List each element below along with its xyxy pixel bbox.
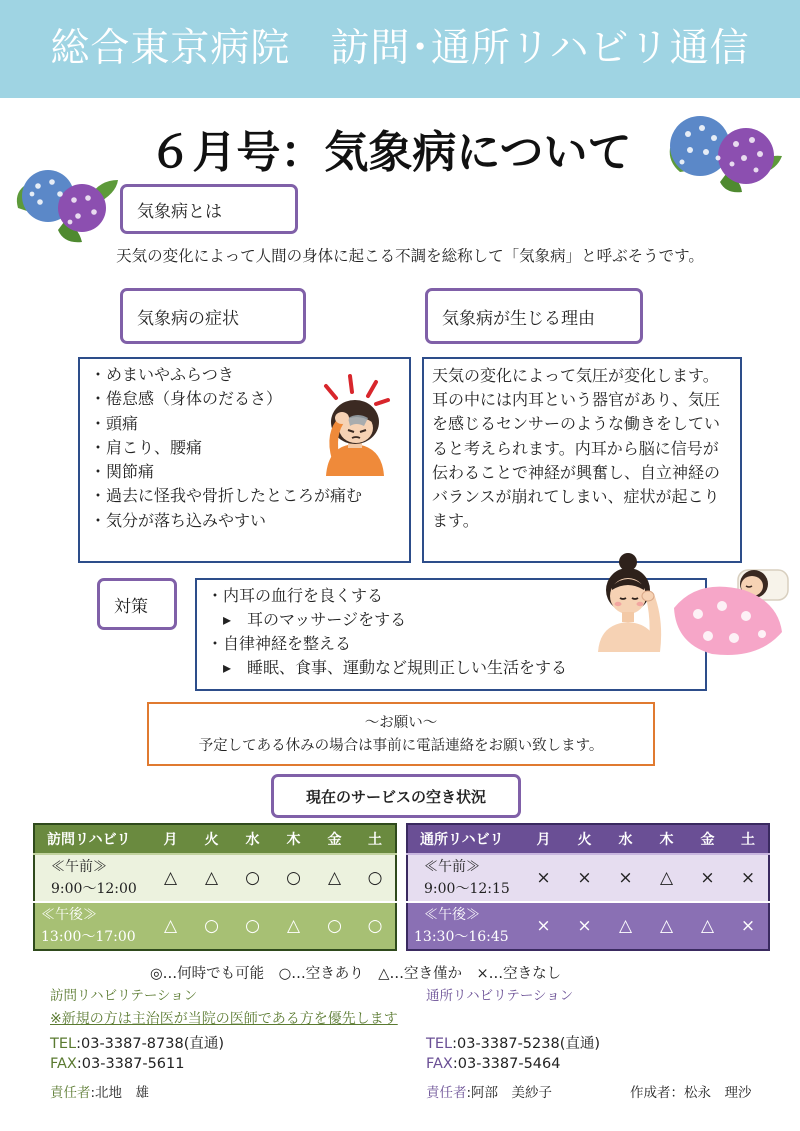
- houmon-availability-table: [33, 823, 397, 951]
- notice-title: ～お願い～: [364, 715, 438, 731]
- time-slot: [34, 902, 150, 950]
- tel-label: TEL: [426, 1036, 453, 1052]
- headache-girl-illustration: [310, 372, 400, 476]
- fax-number: :03-3387-5464: [452, 1056, 561, 1072]
- day-header: 月: [150, 824, 191, 854]
- availability-cell: △: [273, 902, 314, 950]
- slot-time: 13:30～16:45: [414, 929, 509, 945]
- day-header: 水: [605, 824, 646, 854]
- tsusho-fax: [426, 1056, 560, 1072]
- availability-cell: ×: [728, 902, 769, 950]
- day-header: 月: [523, 824, 564, 854]
- service-name: 訪問リハビリ: [34, 824, 150, 854]
- day-header: 木: [273, 824, 314, 854]
- availability-cell: ○: [232, 854, 273, 902]
- tsusho-manager: [426, 1081, 552, 1101]
- day-header: 木: [646, 824, 687, 854]
- availability-cell: ○: [355, 854, 396, 902]
- service-name: 通所リハビリ: [407, 824, 523, 854]
- day-header: 金: [687, 824, 728, 854]
- day-header: 火: [191, 824, 232, 854]
- availability-cell: △: [150, 854, 191, 902]
- table-header-row: [407, 824, 769, 854]
- time-slot: [34, 854, 150, 902]
- manager-name: :北地 雄: [90, 1085, 150, 1101]
- slot-label: ≪午後≫: [424, 907, 480, 923]
- table-row: [407, 854, 769, 902]
- manager-label: 責任者: [50, 1085, 91, 1101]
- list-item: ・肩こり、腰痛: [90, 437, 203, 457]
- availability-cell: ×: [564, 902, 605, 950]
- availability-cell: △: [646, 902, 687, 950]
- list-item: ・めまいやふらつき: [90, 365, 234, 384]
- fax-number: :03-3387-5611: [76, 1056, 185, 1072]
- about-description: 天気の変化によって人間の身体に起こる不調を総称して「気象病」と呼ぶそうです。: [116, 247, 704, 265]
- slot-time: 9:00～12:00: [51, 881, 137, 897]
- tel-number: :03-3387-8738(直通): [76, 1036, 225, 1052]
- day-header: 土: [728, 824, 769, 854]
- availability-cell: ○: [355, 902, 396, 950]
- day-header: 金: [314, 824, 355, 854]
- reason-description: 天気の変化によって気圧が変化します。耳の中には内耳という器官があり、気圧を感じるセンサーのような働きをしていると考えられます。内耳から脳に信号が伝わることで神経が興奮し、自立神経のバランスが崩れてしまい、症状が起こります。: [432, 366, 721, 531]
- availability-cell: ○: [273, 854, 314, 902]
- list-item: ・過去に怪我や骨折したところが痛む: [90, 486, 363, 506]
- slot-label: ≪午後≫: [41, 907, 97, 923]
- author-credit: 作成者：松永 理沙: [630, 1085, 752, 1101]
- day-header: 水: [232, 824, 273, 854]
- availability-cell: ×: [564, 854, 605, 902]
- list-item: ・気分が落ち込みやすい: [90, 510, 267, 530]
- availability-cell: ○: [232, 902, 273, 950]
- availability-cell: △: [687, 902, 728, 950]
- availability-cell: ×: [687, 854, 728, 902]
- newsletter-title: 総合東京病院 訪問･通所リハビリ通信: [50, 26, 750, 71]
- houmon-fax: [50, 1056, 184, 1072]
- section-label-symptoms: 気象病の症状: [120, 288, 306, 344]
- availability-cell: ×: [523, 902, 564, 950]
- hydrangea-illustration: [12, 164, 122, 244]
- houmon-contact-title: 訪問リハビリテーション: [50, 988, 198, 1004]
- availability-cell: ×: [605, 854, 646, 902]
- section-label-availability: 現在のサービスの空き状況: [271, 774, 521, 818]
- houmon-priority-note: ※新規の方は主治医が当院の医師である方を優先します: [50, 1011, 398, 1027]
- availability-cell: △: [605, 902, 646, 950]
- slot-time: 9:00～12:15: [424, 881, 510, 897]
- sleeping-person-illustration: [668, 556, 792, 660]
- tsusho-tel: [426, 1032, 600, 1053]
- table-row: [34, 902, 396, 950]
- table-row: [407, 902, 769, 950]
- issue-title: ６月号：気象病について: [148, 127, 632, 178]
- list-item: ・自律神経を整える: [207, 634, 352, 653]
- hydrangea-illustration: [660, 112, 788, 196]
- availability-cell: △: [150, 902, 191, 950]
- houmon-manager: [50, 1081, 149, 1101]
- houmon-tel: [50, 1032, 224, 1053]
- list-item: ・内耳の血行を良くする: [207, 586, 384, 605]
- tsusho-contact-title: 通所リハビリテーション: [426, 988, 574, 1004]
- fax-label: FAX: [426, 1056, 453, 1072]
- section-label-measures: 対策: [97, 578, 177, 630]
- section-label-reason: 気象病が生じる理由: [425, 288, 643, 344]
- availability-cell: △: [646, 854, 687, 902]
- list-item: ・倦怠感（身体のだるさ）: [90, 389, 283, 409]
- section-label-about: 気象病とは: [120, 184, 298, 234]
- day-header: 火: [564, 824, 605, 854]
- time-slot: [407, 902, 523, 950]
- list-item: ▸ 睡眠、食事、運動など規則正しい生活をする: [207, 658, 568, 677]
- notice-text: 予定してある休みの場合は事前に電話連絡をお願い致します。: [198, 738, 604, 754]
- availability-cell: ×: [728, 854, 769, 902]
- slot-label: ≪午前≫: [424, 859, 480, 875]
- manager-label: 責任者: [426, 1085, 467, 1101]
- list-item: ・関節痛: [90, 462, 155, 482]
- notice-box: [147, 702, 655, 766]
- tel-number: :03-3387-5238(直通): [452, 1036, 601, 1052]
- ear-massage-woman-illustration: [592, 552, 666, 652]
- day-header: 土: [355, 824, 396, 854]
- availability-cell: ×: [523, 854, 564, 902]
- measures-list: [207, 584, 567, 680]
- slot-time: 13:00～17:00: [41, 929, 136, 945]
- availability-legend: ◎…何時でも可能 ○…空きあり △…空き僅か ×…空きなし: [150, 966, 562, 982]
- list-item: ・頭痛: [90, 413, 139, 433]
- slot-label: ≪午前≫: [51, 859, 107, 875]
- time-slot: [407, 854, 523, 902]
- tel-label: TEL: [50, 1036, 77, 1052]
- availability-cell: ○: [191, 902, 232, 950]
- availability-cell: ○: [314, 902, 355, 950]
- fax-label: FAX: [50, 1056, 77, 1072]
- availability-cell: △: [314, 854, 355, 902]
- manager-name: :阿部 美紗子: [466, 1085, 553, 1101]
- table-row: [34, 854, 396, 902]
- tsusho-availability-table: [406, 823, 770, 951]
- list-item: ▸ 耳のマッサージをする: [207, 610, 407, 629]
- availability-cell: △: [191, 854, 232, 902]
- table-header-row: [34, 824, 396, 854]
